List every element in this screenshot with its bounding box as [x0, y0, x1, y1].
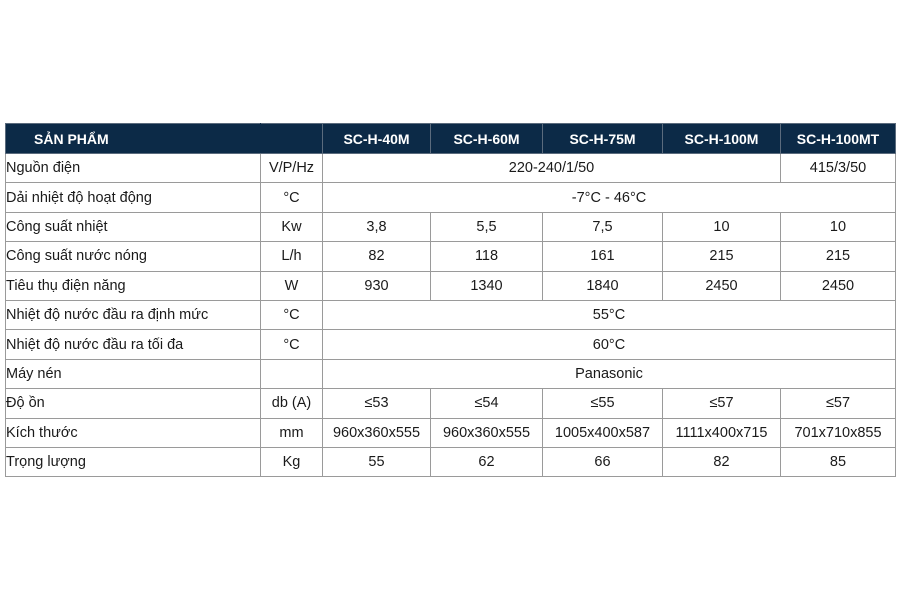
row-unit: db (A): [261, 389, 323, 418]
table-row-compressor: [6, 359, 896, 388]
row-unit: W: [261, 271, 323, 300]
row-unit: °C: [261, 183, 323, 212]
cell-value: 1111x400x715: [663, 418, 781, 447]
merged-value: 55°C: [323, 300, 896, 329]
header-model: SC-H-100M: [663, 124, 781, 154]
cell-value: 960x360x555: [431, 418, 543, 447]
table-row-dimensions: [6, 418, 896, 447]
spec-table: [5, 123, 896, 477]
cell-value: 930: [323, 271, 431, 300]
cell-value: 960x360x555: [323, 418, 431, 447]
cell-value: 82: [663, 447, 781, 476]
row-label: Tiêu thụ điện năng: [6, 271, 261, 300]
row-label: Nhiệt độ nước đầu ra định mức: [6, 300, 261, 329]
cell-value: 1005x400x587: [543, 418, 663, 447]
cell-value: 415/3/50: [781, 154, 896, 183]
row-unit: mm: [261, 418, 323, 447]
merged-value: 220-240/1/50: [323, 154, 781, 183]
table-row-rated-outlet-temp: [6, 300, 896, 329]
cell-value: 5,5: [431, 212, 543, 241]
header-model: SC-H-60M: [431, 124, 543, 154]
row-label: Công suất nhiệt: [6, 212, 261, 241]
merged-value: 60°C: [323, 330, 896, 359]
cell-value: 161: [543, 242, 663, 271]
cell-value: ≤55: [543, 389, 663, 418]
row-label: Trọng lượng: [6, 447, 261, 476]
cell-value: ≤57: [781, 389, 896, 418]
cell-value: 10: [781, 212, 896, 241]
table-row-weight: [6, 447, 896, 476]
table-row-noise: [6, 389, 896, 418]
row-unit: [261, 359, 323, 388]
cell-value: 3,8: [323, 212, 431, 241]
cell-value: 215: [781, 242, 896, 271]
row-label: Kích thước: [6, 418, 261, 447]
cell-value: ≤53: [323, 389, 431, 418]
table-row-power-consumption: [6, 271, 896, 300]
row-label: Nhiệt độ nước đầu ra tối đa: [6, 330, 261, 359]
row-label: Dải nhiệt độ hoạt động: [6, 183, 261, 212]
row-unit: L/h: [261, 242, 323, 271]
cell-value: 55: [323, 447, 431, 476]
cell-value: 2450: [781, 271, 896, 300]
header-model: SC-H-100MT: [781, 124, 896, 154]
row-label: Máy nén: [6, 359, 261, 388]
merged-value: Panasonic: [323, 359, 896, 388]
cell-value: 10: [663, 212, 781, 241]
row-unit: Kg: [261, 447, 323, 476]
cell-value: 701x710x855: [781, 418, 896, 447]
row-unit: Kw: [261, 212, 323, 241]
header-model: SC-H-75M: [543, 124, 663, 154]
cell-value: 66: [543, 447, 663, 476]
cell-value: 85: [781, 447, 896, 476]
row-label: Độ ồn: [6, 389, 261, 418]
merged-value: -7°C - 46°C: [323, 183, 896, 212]
cell-value: 215: [663, 242, 781, 271]
row-unit: °C: [261, 300, 323, 329]
table-row-max-outlet-temp: [6, 330, 896, 359]
row-unit: V/P/Hz: [261, 154, 323, 183]
cell-value: 1340: [431, 271, 543, 300]
table-row-operating-temp: [6, 183, 896, 212]
cell-value: ≤57: [663, 389, 781, 418]
cell-value: 2450: [663, 271, 781, 300]
table-row-hot-water-capacity: [6, 242, 896, 271]
table-row-power-supply: [6, 154, 896, 183]
cell-value: 118: [431, 242, 543, 271]
row-label: Công suất nước nóng: [6, 242, 261, 271]
header-product: SẢN PHẨM: [6, 124, 261, 154]
row-unit: °C: [261, 330, 323, 359]
cell-value: 7,5: [543, 212, 663, 241]
cell-value: 1840: [543, 271, 663, 300]
cell-value: 82: [323, 242, 431, 271]
header-model: SC-H-40M: [323, 124, 431, 154]
row-label: Nguồn điện: [6, 154, 261, 183]
header-row: [6, 124, 896, 154]
cell-value: 62: [431, 447, 543, 476]
header-unit: [261, 124, 323, 154]
table-row-heat-capacity: [6, 212, 896, 241]
cell-value: ≤54: [431, 389, 543, 418]
